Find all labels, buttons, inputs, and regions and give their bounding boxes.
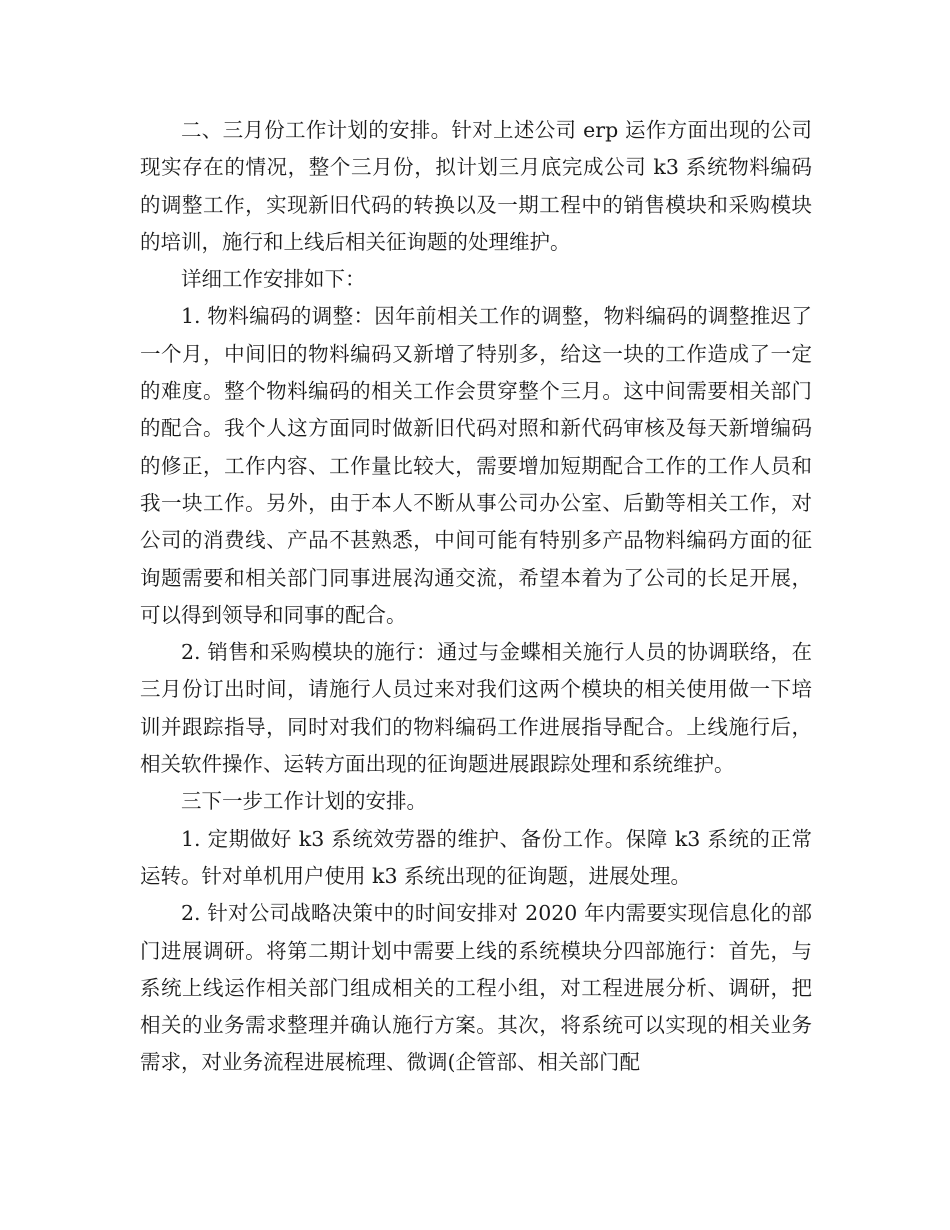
- paragraph-server-maintenance: 1. 定期做好 k3 系统效劳器的维护、备份工作。保障 k3 系统的正常运转。针对单机用户使用 k3 系统出现的征询题，进展处理。: [140, 826, 812, 888]
- paragraph-next-step-heading: 三下一步工作计划的安排。: [181, 789, 427, 814]
- paragraph-strategy-research: 2. 针对公司战略决策中的时间安排对 2020 年内需要实现信息化的部门进展调研。将第二期计划中需要上线的系统模块分四部施行：首先，与系统上线运作相关部门组成相关的工程小组，对工程进展分析、调研，把相关的业务需求整理并确认施行方案。其次，将系统可以实现的相关业务需求，对业务流程进展梳理、微调(企管部、相关部门配: [140, 901, 812, 1075]
- paragraph-material-coding: 1. 物料编码的调整：因年前相关工作的调整，物料编码的调整推迟了一个月，中间旧的物料编码又新增了特别多，给这一块的工作造成了一定的难度。整个物料编码的相关工作会贯穿整个三月。这中间需要相关部门的配合。我个人这方面同时做新旧代码对照和新代码审核及每天新增编码的修正，工作内容、工作量比较大，需要增加短期配合工作的工作人员和我一块工作。另外，由于本人不断从事公司办公室、后勤等相关工作，对公司的消费线、产品不甚熟悉，中间可能有特别多产品物料编码方面的征询题需要和相关部门同事进展沟通交流，希望本着为了公司的长足开展，可以得到领导和同事的配合。: [140, 304, 812, 627]
- paragraph-march-plan: 二、三月份工作计划的安排。针对上述公司 erp 运作方面出现的公司现实存在的情况，整个三月份，拟计划三月底完成公司 k3 系统物料编码的调整工作，实现新旧代码的转换以及一期工程中的销售模块和采购模块的培训，施行和上线后相关征询题的处理维护。: [140, 118, 812, 254]
- document-body: [140, 112, 812, 1082]
- paragraph-detail-heading: 详细工作安排如下：: [181, 267, 366, 292]
- paragraph-sales-purchase: 2. 销售和采购模块的施行：通过与金蝶相关施行人员的协调联络，在三月份订出时间，请施行人员过来对我们这两个模块的相关使用做一下培训并跟踪指导，同时对我们的物料编码工作进展指导配合。上线施行后，相关软件操作、运转方面出现的征询题进展跟踪处理和系统维护。: [140, 640, 812, 777]
